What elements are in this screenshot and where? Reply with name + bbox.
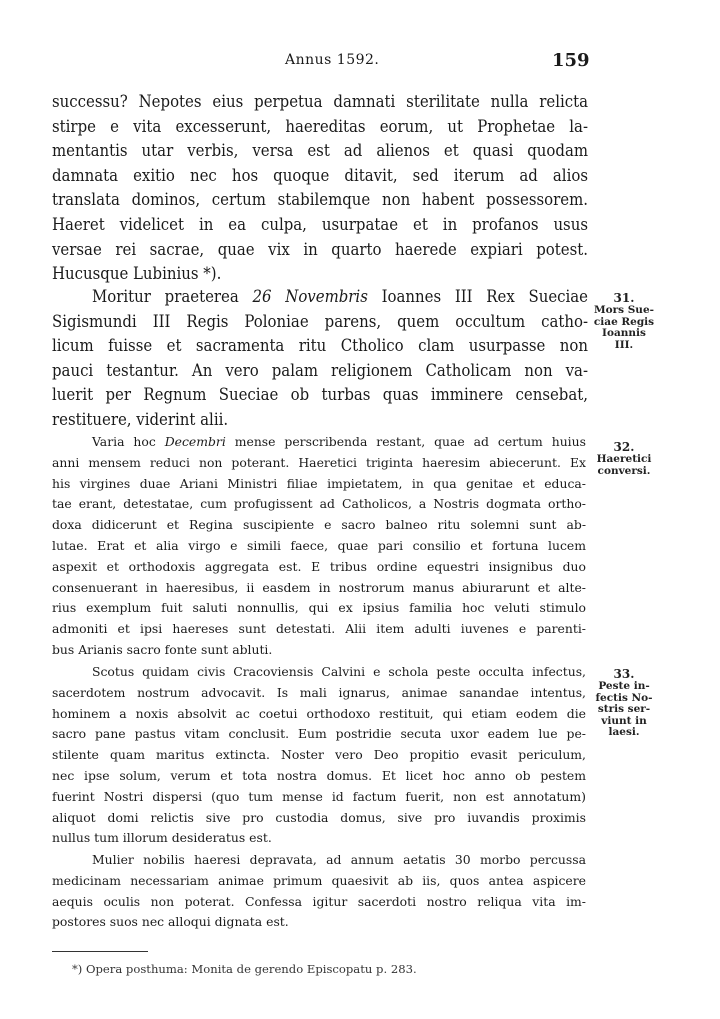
margin-note-number: 31. xyxy=(613,291,635,305)
margin-note-line: Haeretici xyxy=(596,453,652,465)
margin-note-line: fectis No- xyxy=(595,691,653,704)
month-italic: Decembri xyxy=(164,434,226,449)
text-line: versae rei sacrae, quae vix in quarto haerede expiari potest. xyxy=(52,239,588,259)
text-line: Scotus quidam civis Cracoviensis Calvini e schola peste occulta infectus, xyxy=(92,664,586,679)
page-number: 159 xyxy=(552,50,590,71)
margin-note-31 xyxy=(592,291,656,351)
margin-note-line: viunt in xyxy=(601,714,647,727)
text-line: Hucusque Lubinius *). xyxy=(52,264,222,284)
text-line: restituere, viderint alii. xyxy=(52,409,229,429)
text-line: postores suos nec alloqui dignata est. xyxy=(52,914,289,930)
text-line: admoniti et ipsi haereses sunt detestati. Alii item adulti iuvenes e parenti- xyxy=(52,621,586,637)
paragraph-1 xyxy=(52,90,588,287)
text-run: Ioannes III Rex Sueciae xyxy=(367,287,589,306)
text-line: nullus tum illorum desideratus est. xyxy=(52,830,272,846)
text-line xyxy=(52,285,588,310)
text-line: rius exemplum fuit saluti nonnullis, qui ex ipsius familia hoc veluti stimulo xyxy=(52,600,586,616)
running-title: Annus 1592. xyxy=(285,52,380,68)
text-line: successu? Nepotes eius perpetua damnati sterilitate nulla relicta xyxy=(52,92,588,111)
text-run: Varia hoc xyxy=(92,434,165,449)
text-line: damnata exitio nec hos quoque ditavit, sed iterum ad alios xyxy=(52,165,588,185)
text-line: nec ipse solum, verum et tota nostra domus. Et licet hoc anno ob pestem xyxy=(52,767,586,783)
text-line: doxa didicerunt et Regina suscipiente e sacro balneo ritu solemni sunt ab- xyxy=(52,517,586,533)
text-line: sacerdotem nostrum advocavit. Is mali ignarus, animae sanandae intentus, xyxy=(52,684,586,700)
footnote-rule xyxy=(52,951,148,952)
margin-note-line: Ioannis xyxy=(602,327,646,339)
text-line: lutae. Erat et alia virgo e simili faece, quae pari consilio et fortuna lucem xyxy=(52,537,586,553)
margin-note-33 xyxy=(592,667,656,739)
text-line: Sigismundi III Regis Poloniae parens, quem occultum catho- xyxy=(52,311,588,331)
text-line: bus Arianis sacro fonte sunt abluti. xyxy=(52,641,273,657)
text-line: licum fuisse et sacramenta ritu Ctholico clam usurpasse non xyxy=(52,336,588,356)
text-line: anni mensem reduci non poterant. Haeretici triginta haeresim abiecerunt. Ex xyxy=(52,454,586,470)
margin-note-line: stris ser- xyxy=(597,703,651,715)
margin-note-line: ciae Regis xyxy=(593,315,655,328)
text-line xyxy=(52,432,586,453)
running-head xyxy=(0,50,720,74)
text-run: Moritur praeterea xyxy=(92,287,253,306)
margin-note-line: Peste in- xyxy=(598,680,650,692)
margin-note-number: 32. xyxy=(613,440,635,454)
text-line: his virgines duae Ariani Ministri filiae impietatem, in qua genitae et educa- xyxy=(52,475,586,491)
text-line: consenuerant in haeresibus, ii easdem in nostrorum manus abiurarunt et alte- xyxy=(52,579,586,595)
margin-note-line: III. xyxy=(614,338,634,351)
paragraph-3 xyxy=(52,432,586,661)
text-run: mense perscribenda restant, quae ad certum huius xyxy=(225,434,586,449)
text-line: hominem a noxis absolvit ac coetui orthodoxo restituit, qui etiam eodem die xyxy=(52,705,586,721)
paragraph-2 xyxy=(52,285,588,433)
margin-note-number: 33. xyxy=(613,667,635,681)
date-italic: 26 Novembris xyxy=(252,287,368,306)
paragraph-4 xyxy=(52,662,586,849)
text-line: medicinam necessariam animae primum quaesivit ab iis, quos antea aspicere xyxy=(52,872,586,888)
footnote: *) Opera posthuma: Monita de gerendo Episcopatu p. 283. xyxy=(72,962,417,976)
text-line: aspexit et orthodoxis aggregata est. E tribus ordine equestri insignibus duo xyxy=(52,558,586,574)
margin-note-line: Mors Sue- xyxy=(594,304,654,316)
text-line: tae erant, detestatae, cum profugissent ad Catholicos, a Nostris dogmata ortho- xyxy=(52,496,586,512)
text-line: mentantis utar verbis, versa est ad alienos et quasi quodam xyxy=(52,141,588,161)
text-line: translata dominos, certum stabilemque non habent possessorem. xyxy=(52,190,588,210)
text-line: luerit per Regnum Sueciae ob turbas quas imminere censebat, xyxy=(52,385,588,405)
text-line: Haeret videlicet in ea culpa, usurpatae et in profanos usus xyxy=(52,214,588,234)
text-line: pauci testantur. An vero palam religionem Catholicam non va- xyxy=(52,360,588,380)
text-line: aequis oculis non poterat. Confessa igitur sacerdoti nostro reliqua vita im- xyxy=(52,893,586,909)
text-line: stirpe e vita excesserunt, haereditas eorum, ut Prophetae la- xyxy=(52,116,588,136)
margin-note-32 xyxy=(592,440,656,477)
margin-note-line: conversi. xyxy=(597,464,651,477)
margin-note-line: laesi. xyxy=(608,726,640,738)
text-line: aliquot domi relictis sive pro custodia domus, sive pro iuvandis proximis xyxy=(52,809,586,825)
text-line: Mulier nobilis haeresi depravata, ad annum aetatis 30 morbo percussa xyxy=(92,852,586,867)
text-line: fuerint Nostri dispersi (quo tum mense id factum fuerit, non est annotatum) xyxy=(52,788,586,804)
text-line: sacro pane pastus vitam conclusit. Eum postridie secuta uxor eadem lue pe- xyxy=(52,726,586,742)
text-line: stilente quam maritus extincta. Noster vero Deo propitio evasit periculum, xyxy=(52,747,586,763)
paragraph-5 xyxy=(52,850,586,933)
